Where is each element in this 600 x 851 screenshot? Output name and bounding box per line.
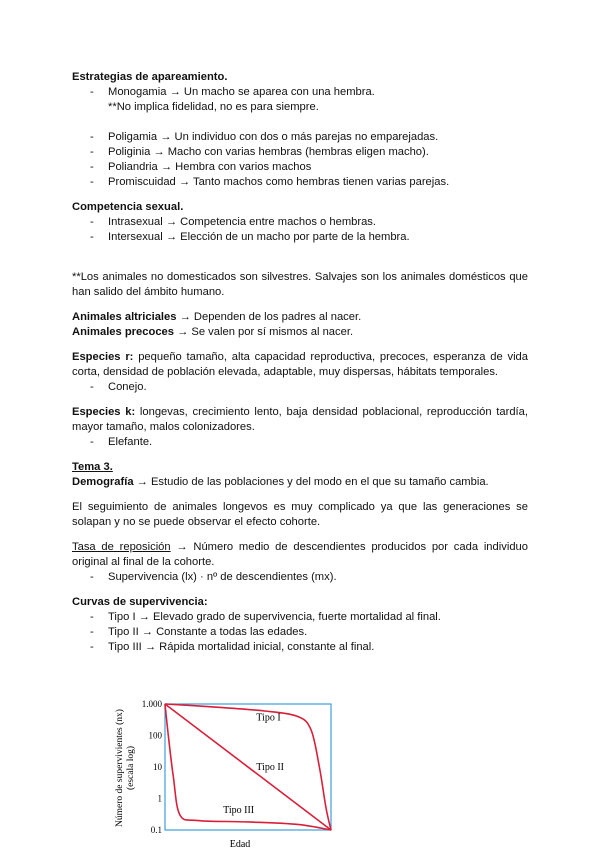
list-item bbox=[72, 130, 528, 145]
especies-k bbox=[72, 405, 528, 435]
list-especies-k bbox=[72, 435, 528, 450]
precoces-def: → Se valen por sí mismos al nacer. bbox=[173, 326, 354, 338]
list-competencia bbox=[72, 215, 528, 245]
bullet: - bbox=[90, 611, 94, 623]
bullet: - bbox=[90, 131, 94, 143]
list-item bbox=[72, 380, 528, 395]
y-axis-label-scale: (escala log) bbox=[126, 745, 136, 791]
series-label: Tipo III bbox=[223, 804, 255, 816]
especies-r bbox=[72, 350, 528, 380]
y-tick-label: 1.000 bbox=[141, 699, 162, 709]
item-text: Tipo I → Elevado grado de supervivencia, fuerte mortalidad al final. bbox=[108, 611, 441, 623]
altriciales-def: → Dependen de los padres al nacer. bbox=[176, 311, 362, 323]
precoces-line bbox=[72, 325, 528, 340]
y-tick-label: 10 bbox=[153, 762, 162, 772]
chart-curves bbox=[165, 704, 331, 830]
demografia-def: → Estudio de las poblaciones y del modo en el que su tamaño cambia. bbox=[133, 476, 489, 488]
tasa-term: Tasa de reposición bbox=[72, 541, 171, 553]
item-text: Intrasexual → Competencia entre machos o hembras. bbox=[108, 216, 377, 228]
item-text: Tipo II → Constante a todas las edades. bbox=[108, 626, 308, 638]
list-item bbox=[72, 230, 528, 245]
tasa-paragraph bbox=[72, 540, 528, 570]
bullet: - bbox=[90, 626, 94, 638]
bullet: - bbox=[90, 161, 94, 173]
survivorship-chart bbox=[112, 698, 340, 848]
list-item bbox=[72, 625, 528, 640]
list-apareamiento bbox=[72, 85, 528, 115]
bullet: - bbox=[90, 231, 94, 243]
bullet: - bbox=[90, 176, 94, 188]
list-item bbox=[72, 160, 528, 175]
list-item bbox=[72, 145, 528, 160]
bullet: - bbox=[90, 216, 94, 228]
heading-curvas: Curvas de supervivencia: bbox=[72, 596, 208, 608]
y-axis-label: Número de supervivientes (nx) bbox=[115, 709, 125, 827]
list-item bbox=[72, 215, 528, 230]
list-item bbox=[72, 175, 528, 190]
item-text: Conejo. bbox=[108, 381, 147, 393]
survivorship-chart-svg bbox=[112, 698, 340, 848]
item-text: Poliandria → Hembra con varios machos bbox=[108, 161, 312, 173]
x-axis-label: Edad bbox=[229, 839, 251, 848]
bullet: - bbox=[90, 86, 94, 98]
item-text: Elefante. bbox=[108, 436, 153, 448]
item-text: Poligamia → Un individuo con dos o más parejas no emparejadas. bbox=[108, 131, 439, 143]
item-text: Intersexual → Elección de un macho por parte de la hembra. bbox=[108, 231, 410, 243]
heading-competencia: Competencia sexual. bbox=[72, 201, 184, 213]
seguimiento-paragraph: El seguimiento de animales longevos es muy complicado ya que las generaciones se solapan y no se puede observar el efecto cohorte. bbox=[72, 501, 528, 528]
demografia-term: Demografía bbox=[72, 476, 134, 488]
series-label: Tipo II bbox=[256, 762, 285, 774]
y-tick-label: 100 bbox=[148, 730, 162, 741]
item-text: Supervivencia (lx) · nº de descendientes (mx). bbox=[108, 571, 337, 583]
item-text: Poliginia → Macho con varias hembras (hembras eligen macho). bbox=[108, 146, 429, 158]
altriciales-line bbox=[72, 310, 528, 325]
list-item bbox=[72, 640, 528, 655]
list-apareamiento-2 bbox=[72, 130, 528, 190]
list-curvas bbox=[72, 610, 528, 655]
item-text: Monogamia → Un macho se aparea con una hembra. bbox=[108, 86, 375, 98]
especies-k-term: Especies k: bbox=[72, 406, 136, 418]
list-tasa bbox=[72, 570, 528, 585]
bullet: - bbox=[90, 381, 94, 393]
note-silvestres: **Los animales no domesticados son silvestres. Salvajes son los animales domésticos que han salido del ámbito humano. bbox=[72, 271, 528, 298]
list-item bbox=[72, 435, 528, 450]
item-note: **No implica fidelidad, no es para siempre. bbox=[108, 101, 319, 113]
heading-tema3: Tema 3. bbox=[72, 461, 113, 473]
especies-r-def: pequeño tamaño, alta capacidad reproductiva, precoces, esperanza de vida corta, densidad de población elevada, adaptable, muy dispersas, hábitats temporales. bbox=[72, 351, 529, 378]
bullet: - bbox=[90, 641, 94, 653]
y-tick-label: 1 bbox=[157, 793, 162, 804]
list-item bbox=[72, 570, 528, 585]
document-page bbox=[72, 70, 528, 655]
demografia-line bbox=[72, 475, 528, 490]
altriciales-term: Animales altriciales bbox=[72, 311, 177, 323]
bullet: - bbox=[90, 571, 94, 583]
item-text: Promiscuidad → Tanto machos como hembras tienen varias parejas. bbox=[108, 176, 450, 188]
list-item bbox=[72, 85, 528, 115]
item-text: Tipo III → Rápida mortalidad inicial, constante al final. bbox=[108, 641, 375, 653]
y-ticks bbox=[142, 699, 163, 835]
especies-k-def: longevas, crecimiento lento, baja densidad poblacional, reproducción tardía, mayor tamaño, malos colonizadores. bbox=[72, 406, 528, 433]
especies-r-term: Especies r: bbox=[72, 351, 134, 363]
y-tick-label: 0.1 bbox=[150, 825, 162, 835]
list-especies-r bbox=[72, 380, 528, 395]
series-label: Tipo I bbox=[256, 712, 281, 724]
list-item bbox=[72, 610, 528, 625]
heading-apareamiento: Estrategias de apareamiento. bbox=[72, 71, 228, 83]
precoces-term: Animales precoces bbox=[72, 326, 174, 338]
tasa-def: → Número medio de descendientes producidos por cada individuo original al final de la cohorte. bbox=[72, 541, 528, 568]
bullet: - bbox=[90, 146, 94, 158]
bullet: - bbox=[90, 436, 94, 448]
